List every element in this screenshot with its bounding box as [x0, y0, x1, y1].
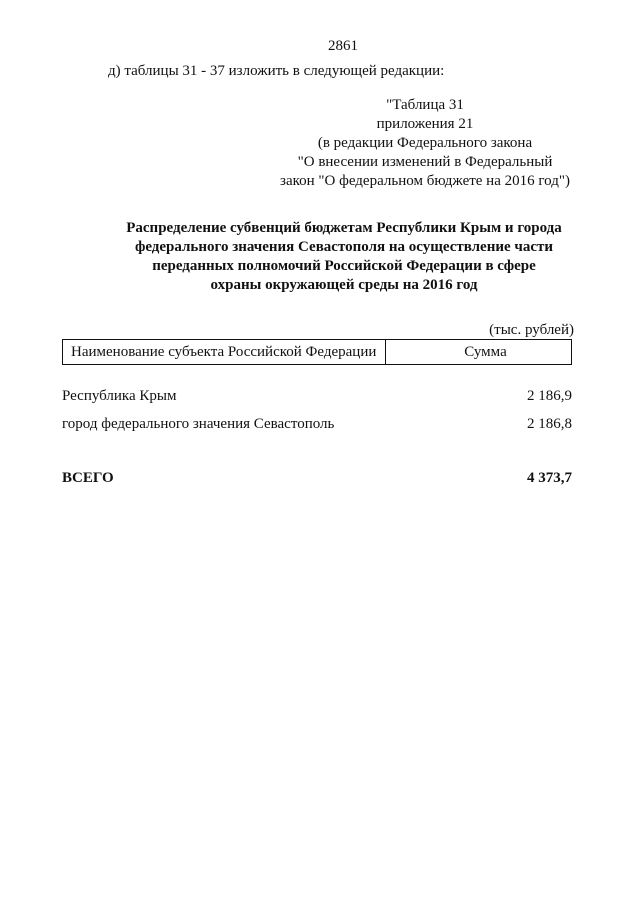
intro-text: д) таблицы 31 - 37 изложить в следующей редакции: [108, 63, 445, 79]
title-line: федерального значения Севастополя на осуществление части [134, 239, 554, 255]
page-number: 2861 [328, 38, 358, 54]
appendix-line: приложения 21 [376, 116, 474, 132]
appendix-line: закон "О федеральном бюджете на 2016 год") [280, 173, 570, 189]
appendix-line: (в редакции Федерального закона [317, 135, 533, 151]
header-name-cell: Наименование субъекта Российской Федерации [63, 340, 386, 364]
row-name: город федерального значения Севастополь [62, 416, 335, 432]
table-header [62, 339, 572, 365]
title-line: переданных полномочий Российской Федерации в сфере [152, 258, 536, 274]
title-line: Распределение субвенций бюджетам Республики Крым и города [126, 220, 562, 236]
table-row [62, 416, 572, 433]
row-value: 2 186,8 [527, 416, 572, 432]
row-name: Республика Крым [62, 388, 177, 404]
appendix-line: "О внесении изменений в Федеральный [297, 154, 553, 170]
row-value: 2 186,9 [527, 388, 572, 404]
table-row [62, 388, 572, 405]
total-row [62, 470, 572, 487]
appendix-reference [252, 96, 598, 191]
total-label: ВСЕГО [62, 470, 114, 486]
title-line: охраны окружающей среды на 2016 год [210, 277, 478, 293]
header-sum-cell: Сумма [464, 343, 507, 360]
document-title [88, 219, 600, 295]
total-value: 4 373,7 [527, 470, 572, 486]
appendix-line: "Таблица 31 [386, 97, 464, 113]
units-label: (тыс. рублей) [489, 322, 574, 338]
